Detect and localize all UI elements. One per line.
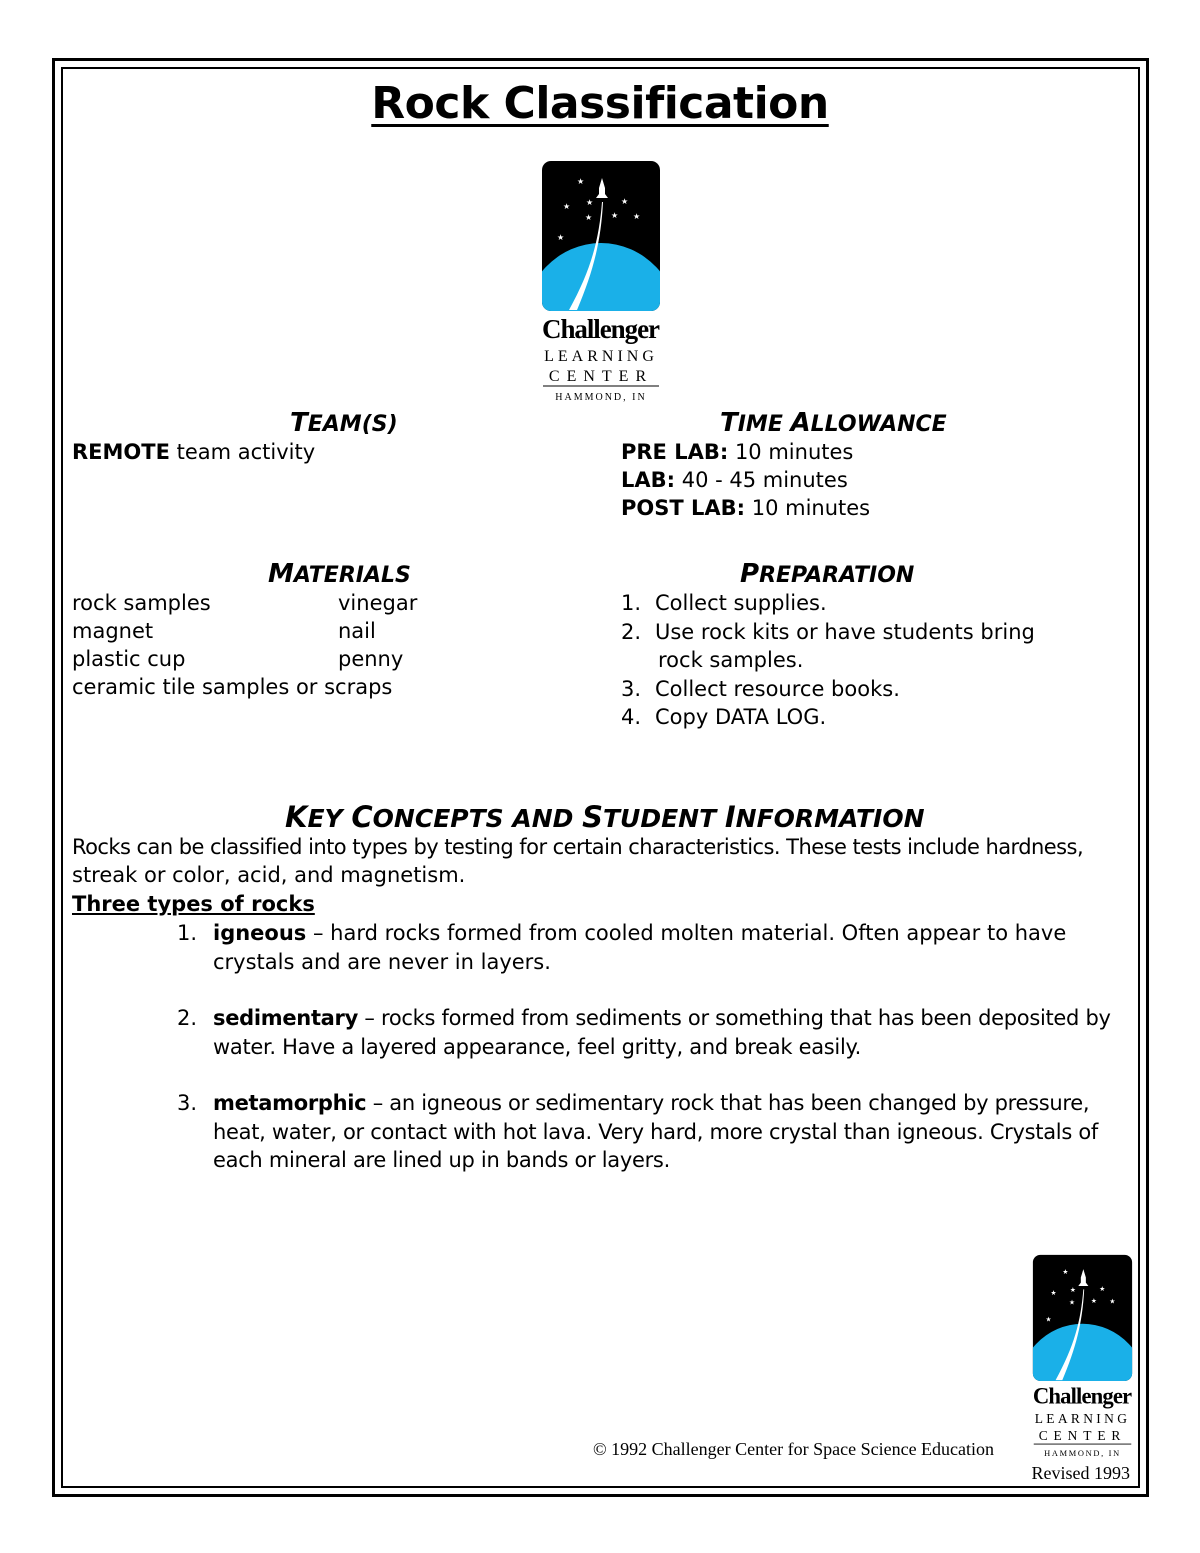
svg-text:Challenger: Challenger — [1032, 1383, 1133, 1409]
challenger-logo-small — [1032, 1254, 1133, 1460]
material-item: plastic cup — [72, 647, 186, 671]
svg-text:★: ★ — [563, 202, 571, 211]
list-item: 2. Use rock kits or have students bring rock samples. — [621, 619, 1035, 672]
material-item: penny — [338, 647, 404, 671]
svg-text:★: ★ — [1045, 1315, 1052, 1324]
material-item: rock samples — [72, 591, 211, 615]
rock-types-list — [177, 919, 1133, 1203]
material-item: magnet — [72, 619, 154, 643]
time-row: PRE LAB: 10 minutes — [621, 440, 854, 464]
svg-text:★: ★ — [1109, 1297, 1116, 1306]
material-item: vinegar — [338, 591, 418, 615]
teams-text: REMOTE team activity — [72, 440, 316, 464]
challenger-logo — [541, 160, 661, 405]
svg-text:HAMMOND, IN: HAMMOND, IN — [1044, 1448, 1121, 1458]
svg-text:★: ★ — [611, 211, 619, 220]
key-intro-line: streak or color, acid, and magnetism. — [72, 863, 466, 887]
svg-text:★: ★ — [1090, 1296, 1097, 1305]
teams-heading: TEAM(S) — [290, 408, 398, 438]
revised-date: Revised 1993 — [1031, 1463, 1130, 1483]
svg-text:★: ★ — [1069, 1285, 1076, 1294]
preparation-heading: PREPARATION — [740, 559, 915, 589]
list-item: 1. Collect supplies. — [621, 591, 827, 615]
svg-text:HAMMOND, IN: HAMMOND, IN — [555, 392, 647, 403]
svg-text:★: ★ — [1099, 1284, 1106, 1293]
svg-text:★: ★ — [585, 213, 593, 222]
svg-text:CENTER: CENTER — [1038, 1427, 1127, 1443]
material-item: nail — [338, 619, 376, 643]
time-allowance-heading: TIME ALLOWANCE — [720, 408, 947, 438]
svg-text:★: ★ — [633, 212, 641, 221]
svg-text:★: ★ — [1069, 1298, 1076, 1307]
rock-types-subheading: Three types of rocks — [72, 892, 315, 916]
svg-text:★: ★ — [557, 233, 565, 242]
list-item: 1. igneous – hard rocks formed from cooled molten material. Often appear to have crystals and are never in layers. — [177, 921, 1067, 974]
svg-text:★: ★ — [1062, 1268, 1069, 1277]
preparation-list — [621, 589, 1035, 732]
time-row: LAB: 40 - 45 minutes — [621, 468, 848, 492]
svg-text:CENTER: CENTER — [548, 368, 654, 385]
list-item: 4. Copy DATA LOG. — [621, 705, 827, 729]
time-row: POST LAB: 10 minutes — [621, 496, 871, 520]
svg-text:Challenger: Challenger — [542, 314, 660, 344]
list-item: 3. metamorphic – an igneous or sedimentary rock that has been changed by pressure, heat, water, or contact with hot lava. Very hard, more crystal than igneous. Crystals of each mineral are lined up in bands or layers. — [177, 1091, 1098, 1172]
material-item: ceramic tile samples or scraps — [72, 675, 393, 699]
svg-text:★: ★ — [586, 198, 594, 207]
list-item: 2. sedimentary – rocks formed from sediments or something that has been deposited by water. Have a layered appearance, feel gritty, and break easily. — [177, 1006, 1111, 1059]
svg-text:★: ★ — [1050, 1289, 1057, 1298]
materials-heading: MATERIALS — [268, 559, 411, 589]
svg-text:LEARNING: LEARNING — [1034, 1411, 1131, 1427]
key-intro-line: Rocks can be classified into types by testing for certain characteristics. These tests include hardness, — [72, 835, 1084, 859]
key-concepts-heading: KEY CONCEPTS AND STUDENT INFORMATION — [285, 800, 925, 834]
svg-text:LEARNING: LEARNING — [544, 348, 658, 365]
svg-text:★: ★ — [577, 177, 585, 186]
list-item: 3. Collect resource books. — [621, 676, 900, 701]
page-title: Rock Classification — [371, 78, 829, 129]
copyright-notice: © 1992 Challenger Center for Space Science Education — [593, 1439, 995, 1459]
svg-text:★: ★ — [621, 197, 629, 206]
